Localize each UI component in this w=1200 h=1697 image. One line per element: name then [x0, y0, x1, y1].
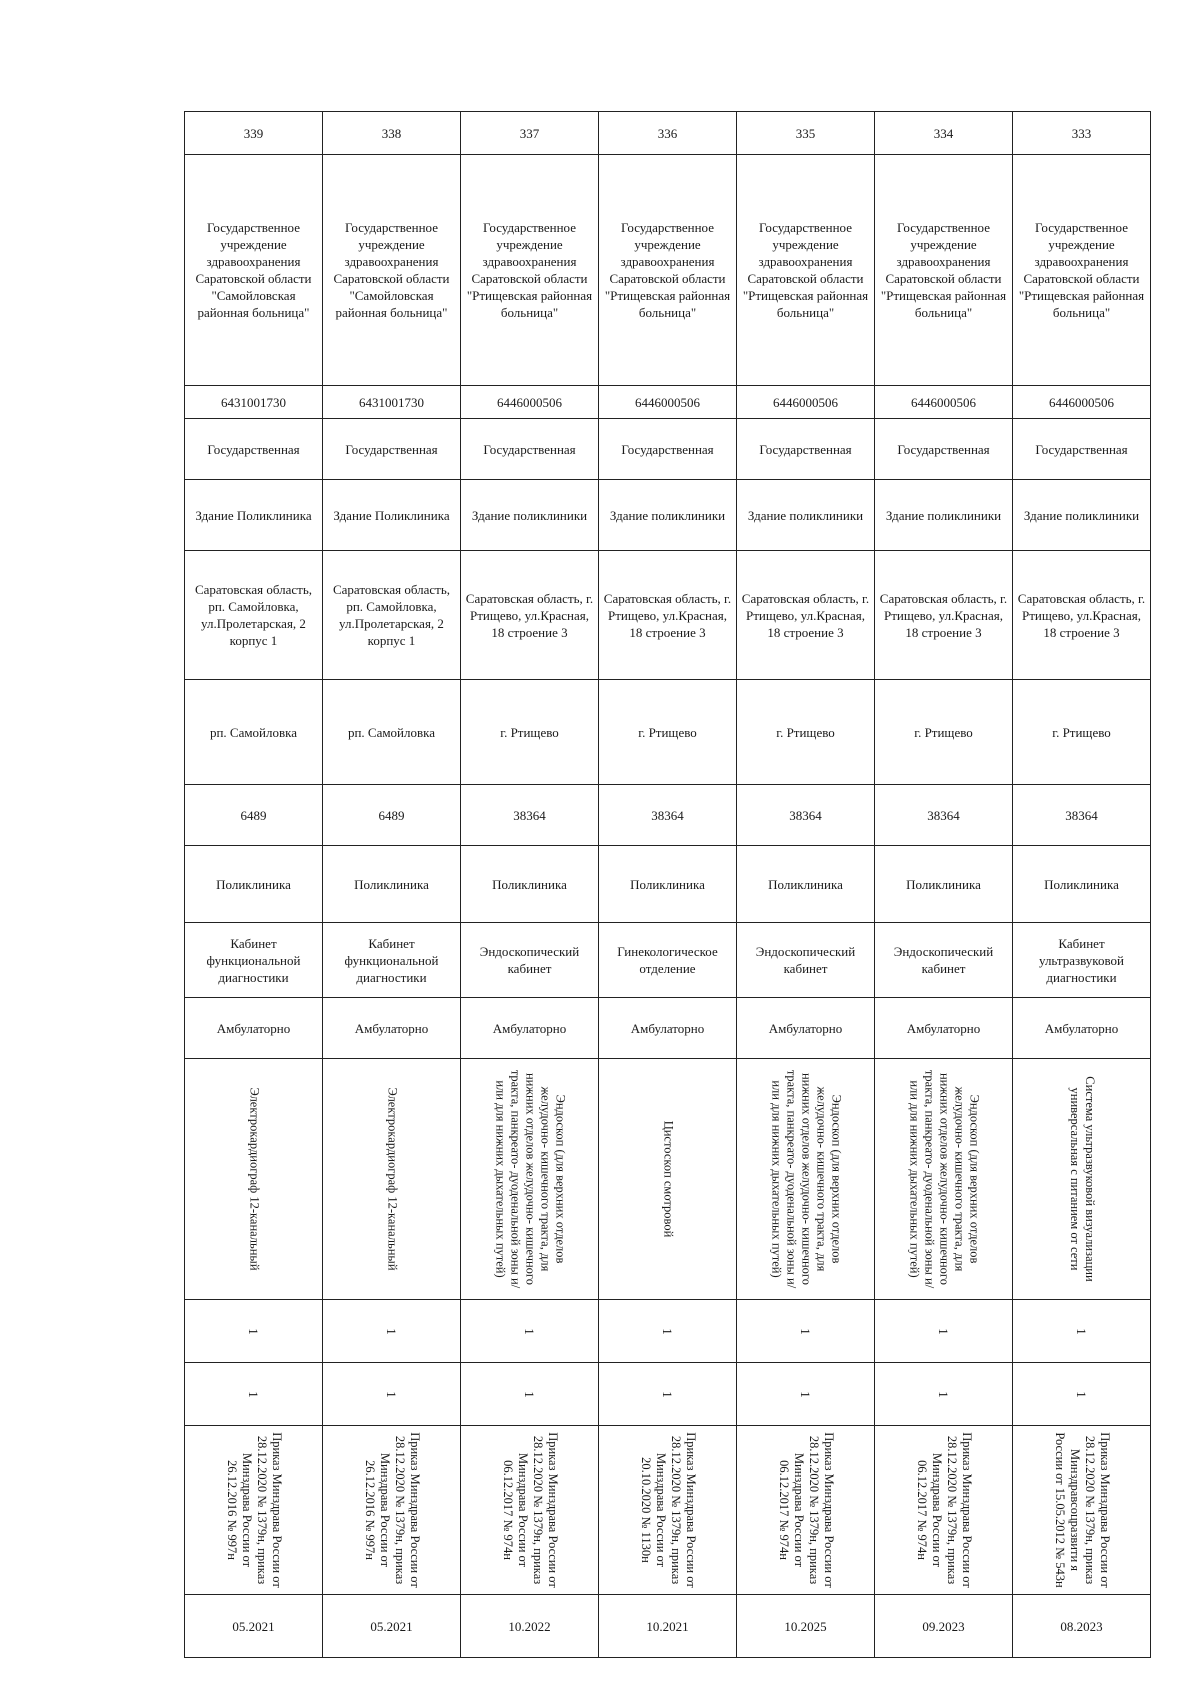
ownership-form-cell [875, 419, 1013, 480]
settlement-text: г. Ртищево [500, 724, 559, 740]
regulation-order-text: Приказ Минздрава России от 28.12.2020 № 1379н, приказ Минздравсоцразвити я России от 15.05.2012 № 543н [1052, 1432, 1112, 1588]
quantity-cell [599, 1300, 737, 1363]
ownership-form-text: Государственная [759, 441, 852, 457]
population-cell [461, 785, 599, 846]
quantity-required-cell [737, 1363, 875, 1426]
quantity-required-cell [875, 1363, 1013, 1426]
building-text: Здание Поликлиника [333, 507, 450, 523]
address-cell [599, 551, 737, 680]
quantity-value: 1 [798, 1390, 813, 1398]
building-cell [461, 480, 599, 551]
settlement-cell [323, 680, 461, 785]
care-conditions-cell [875, 998, 1013, 1059]
organization-name-text: Государственное учреждение здравоохранения Саратовской области "Самойловская районная больница" [333, 220, 450, 320]
quantity-required-cell [1013, 1363, 1151, 1426]
organization-name-cell [737, 155, 875, 386]
replacement-date-text: 10.2022 [508, 1618, 551, 1634]
table-row [185, 923, 1151, 998]
record-number-cell [185, 112, 323, 155]
record-number-cell [461, 112, 599, 155]
quantity-cell [875, 1300, 1013, 1363]
quantity-value: 1 [798, 1327, 813, 1335]
address-text: Саратовская область, рп. Самойловка, ул.Пролетарская, 2 корпус 1 [332, 582, 450, 648]
replacement-date-cell [185, 1595, 323, 1658]
ownership-form-text: Государственная [483, 441, 576, 457]
equipment-name-text: Электрокардиограф 12-канальный [247, 1087, 261, 1271]
record-number-cell [323, 112, 461, 155]
population-cell [323, 785, 461, 846]
equipment-name-text: Система ультразвуковой визуализации универсальная с питанием от сети [1067, 1076, 1097, 1282]
organization-name-cell [323, 155, 461, 386]
quantity-value: 1 [384, 1390, 399, 1398]
unit-text: Поликлиника [630, 876, 705, 892]
regulation-order-cell [599, 1426, 737, 1595]
regulation-order-text: Приказ Минздрава России от 28.12.2020 № 1379н, приказ Минздрава России от 06.12.2017 № 974н [776, 1432, 836, 1588]
quantity-required-cell [323, 1363, 461, 1426]
unit-text: Поликлиника [1044, 876, 1119, 892]
building-text: Здание поликлиники [1023, 507, 1140, 523]
building-text: Здание поликлиники [747, 507, 864, 523]
quantity-required-cell [185, 1363, 323, 1426]
regulation-order-text: Приказ Минздрава России от 28.12.2020 № 1379н, приказ Минздрава России от 06.12.2017 № 974н [500, 1432, 560, 1588]
unit-text: Поликлиника [768, 876, 843, 892]
settlement-cell [599, 680, 737, 785]
ownership-form-cell [1013, 419, 1151, 480]
inn-text: 6446000506 [911, 394, 976, 410]
care-conditions-cell [461, 998, 599, 1059]
replacement-date-text: 08.2023 [1060, 1618, 1103, 1634]
care-conditions-text: Амбулаторно [1044, 1020, 1119, 1036]
equipment-name-text: Цистоскоп смотровой [661, 1120, 675, 1238]
department-text: Кабинет функциональной диагностики [206, 935, 301, 985]
table-row [185, 846, 1151, 923]
inn-text: 6446000506 [635, 394, 700, 410]
quantity-cell [1013, 1300, 1151, 1363]
department-cell [737, 923, 875, 998]
organization-name-text: Государственное учреждение здравоохранения Саратовской области "Ртищевская районная больница" [1018, 220, 1145, 320]
department-text: Кабинет функциональной диагностики [344, 935, 439, 985]
regulation-order-cell [185, 1426, 323, 1595]
address-text: Саратовская область, г. Ртищево, ул.Красная, 18 строение 3 [741, 590, 870, 640]
quantity-value: 1 [246, 1390, 261, 1398]
quantity-cell [185, 1300, 323, 1363]
unit-cell [461, 846, 599, 923]
record-number-cell [875, 112, 1013, 155]
record-number-text: 338 [381, 125, 402, 141]
unit-cell [185, 846, 323, 923]
quantity-value: 1 [522, 1390, 537, 1398]
address-text: Саратовская область, г. Ртищево, ул.Красная, 18 строение 3 [879, 590, 1008, 640]
regulation-order-text: Приказ Минздрава России от 28.12.2020 № 1379н, приказ Минздрава России от 26.12.2016 № 997н [362, 1432, 422, 1588]
equipment-name-text: Электрокардиограф 12-канальный [385, 1087, 399, 1271]
address-text: Саратовская область, г. Ртищево, ул.Красная, 18 строение 3 [465, 590, 594, 640]
address-cell [1013, 551, 1151, 680]
replacement-date-cell [737, 1595, 875, 1658]
population-cell [599, 785, 737, 846]
department-cell [1013, 923, 1151, 998]
population-text: 38364 [651, 807, 684, 823]
quantity-value: 1 [936, 1327, 951, 1335]
table-row [185, 1300, 1151, 1363]
inn-text: 6446000506 [497, 394, 562, 410]
table-row [185, 1426, 1151, 1595]
record-number-text: 337 [519, 125, 540, 141]
care-conditions-cell [737, 998, 875, 1059]
building-text: Здание Поликлиника [195, 507, 312, 523]
ownership-form-text: Государственная [897, 441, 990, 457]
care-conditions-cell [323, 998, 461, 1059]
organization-name-text: Государственное учреждение здравоохранения Саратовской области "Ртищевская районная больница" [742, 220, 869, 320]
settlement-text: г. Ртищево [1052, 724, 1111, 740]
table-row [185, 112, 1151, 155]
population-text: 6489 [378, 807, 405, 823]
settlement-text: рп. Самойловка [209, 724, 298, 740]
population-cell [185, 785, 323, 846]
department-cell [875, 923, 1013, 998]
address-cell [461, 551, 599, 680]
address-cell [323, 551, 461, 680]
department-cell [323, 923, 461, 998]
population-text: 38364 [927, 807, 960, 823]
quantity-value: 1 [660, 1390, 675, 1398]
organization-name-cell [1013, 155, 1151, 386]
settlement-text: г. Ртищево [638, 724, 697, 740]
address-cell [737, 551, 875, 680]
population-cell [737, 785, 875, 846]
regulation-order-text: Приказ Минздрава России от 28.12.2020 № 1379н, приказ Минздрава России от 06.12.2017 № 974н [914, 1432, 974, 1588]
building-text: Здание поликлиники [885, 507, 1002, 523]
care-conditions-text: Амбулаторно [492, 1020, 567, 1036]
settlement-cell [875, 680, 1013, 785]
table-row [185, 386, 1151, 419]
ownership-form-text: Государственная [1035, 441, 1128, 457]
table-row [185, 1059, 1151, 1300]
replacement-date-cell [461, 1595, 599, 1658]
table-row [185, 155, 1151, 386]
replacement-date-text: 05.2021 [232, 1618, 275, 1634]
quantity-cell [323, 1300, 461, 1363]
inn-cell [599, 386, 737, 419]
record-number-text: 339 [243, 125, 264, 141]
unit-text: Поликлиника [216, 876, 291, 892]
care-conditions-text: Амбулаторно [216, 1020, 291, 1036]
settlement-text: рп. Самойловка [347, 724, 436, 740]
department-text: Гинекологическое отделение [617, 944, 718, 976]
organization-name-cell [461, 155, 599, 386]
ownership-form-cell [461, 419, 599, 480]
building-cell [875, 480, 1013, 551]
quantity-value: 1 [1074, 1390, 1089, 1398]
settlement-cell [737, 680, 875, 785]
building-cell [1013, 480, 1151, 551]
care-conditions-text: Амбулаторно [354, 1020, 429, 1036]
record-number-text: 334 [933, 125, 954, 141]
ownership-form-cell [737, 419, 875, 480]
table-row [185, 680, 1151, 785]
department-text: Эндоскопический кабинет [479, 944, 580, 976]
department-text: Эндоскопический кабинет [755, 944, 856, 976]
unit-cell [875, 846, 1013, 923]
record-number-cell [1013, 112, 1151, 155]
address-cell [875, 551, 1013, 680]
quantity-value: 1 [1074, 1327, 1089, 1335]
care-conditions-text: Амбулаторно [630, 1020, 705, 1036]
population-cell [1013, 785, 1151, 846]
organization-name-text: Государственное учреждение здравоохранения Саратовской области "Ртищевская районная больница" [604, 220, 731, 320]
table-row [185, 551, 1151, 680]
ownership-form-cell [185, 419, 323, 480]
quantity-value: 1 [660, 1327, 675, 1335]
inn-text: 6446000506 [773, 394, 838, 410]
replacement-date-text: 05.2021 [370, 1618, 413, 1634]
table-row [185, 419, 1151, 480]
unit-cell [323, 846, 461, 923]
address-text: Саратовская область, рп. Самойловка, ул.Пролетарская, 2 корпус 1 [194, 582, 312, 648]
care-conditions-cell [599, 998, 737, 1059]
inn-text: 6431001730 [359, 394, 424, 410]
regulation-order-cell [1013, 1426, 1151, 1595]
unit-cell [737, 846, 875, 923]
equipment-name-cell [737, 1059, 875, 1300]
inn-text: 6446000506 [1049, 394, 1114, 410]
equipment-name-text: Эндоскоп (для верхних отделов желудочно- кишечного тракта, для нижних отделов желудочно- кишечного тракта, панкреато- дуоденальной зоны и/или для нижних дыхательных путей) [769, 1069, 843, 1289]
quantity-value: 1 [522, 1327, 537, 1335]
quantity-value: 1 [246, 1327, 261, 1335]
record-number-cell [737, 112, 875, 155]
replacement-date-cell [323, 1595, 461, 1658]
building-cell [599, 480, 737, 551]
inn-cell [1013, 386, 1151, 419]
record-number-text: 333 [1071, 125, 1092, 141]
equipment-name-cell [323, 1059, 461, 1300]
quantity-required-cell [461, 1363, 599, 1426]
table-row [185, 1363, 1151, 1426]
inn-text: 6431001730 [221, 394, 286, 410]
regulation-order-text: Приказ Минздрава России от 28.12.2020 № 1379н, приказ Минздрава России от 20.10.2020 № 1130н [638, 1432, 698, 1588]
address-text: Саратовская область, г. Ртищево, ул.Красная, 18 строение 3 [1017, 590, 1146, 640]
population-text: 38364 [789, 807, 822, 823]
replacement-date-text: 09.2023 [922, 1618, 965, 1634]
quantity-cell [461, 1300, 599, 1363]
table-row [185, 1595, 1151, 1658]
equipment-table [184, 111, 1151, 1658]
table-row [185, 785, 1151, 846]
population-text: 38364 [1065, 807, 1098, 823]
organization-name-text: Государственное учреждение здравоохранения Саратовской области "Ртищевская районная больница" [880, 220, 1007, 320]
organization-name-text: Государственное учреждение здравоохранения Саратовской области "Самойловская районная больница" [195, 220, 312, 320]
organization-name-text: Государственное учреждение здравоохранения Саратовской области "Ртищевская районная больница" [466, 220, 593, 320]
regulation-order-cell [461, 1426, 599, 1595]
regulation-order-cell [875, 1426, 1013, 1595]
unit-cell [1013, 846, 1151, 923]
building-cell [737, 480, 875, 551]
building-text: Здание поликлиники [609, 507, 726, 523]
settlement-cell [185, 680, 323, 785]
unit-text: Поликлиника [906, 876, 981, 892]
regulation-order-cell [323, 1426, 461, 1595]
population-text: 38364 [513, 807, 546, 823]
ownership-form-text: Государственная [621, 441, 714, 457]
ownership-form-cell [599, 419, 737, 480]
settlement-cell [1013, 680, 1151, 785]
table-row [185, 480, 1151, 551]
equipment-name-cell [185, 1059, 323, 1300]
organization-name-cell [599, 155, 737, 386]
equipment-name-cell [599, 1059, 737, 1300]
equipment-name-cell [461, 1059, 599, 1300]
settlement-text: г. Ртищево [914, 724, 973, 740]
regulation-order-text: Приказ Минздрава России от 28.12.2020 № 1379н, приказ Минздрава России от 26.12.2016 № 997н [224, 1432, 284, 1588]
record-number-cell [599, 112, 737, 155]
inn-cell [737, 386, 875, 419]
quantity-value: 1 [936, 1390, 951, 1398]
care-conditions-text: Амбулаторно [768, 1020, 843, 1036]
ownership-form-cell [323, 419, 461, 480]
unit-cell [599, 846, 737, 923]
inn-cell [323, 386, 461, 419]
department-cell [599, 923, 737, 998]
department-text: Кабинет ультразвуковой диагностики [1039, 935, 1124, 985]
regulation-order-cell [737, 1426, 875, 1595]
replacement-date-cell [875, 1595, 1013, 1658]
replacement-date-text: 10.2025 [784, 1618, 827, 1634]
equipment-name-text: Эндоскоп (для верхних отделов желудочно- кишечного тракта, для нижних отделов желудочно- кишечного тракта, панкреато- дуоденальной зоны и/или для нижних дыхательных путей) [493, 1069, 567, 1289]
record-number-text: 335 [795, 125, 816, 141]
replacement-date-cell [599, 1595, 737, 1658]
quantity-required-cell [599, 1363, 737, 1426]
organization-name-cell [185, 155, 323, 386]
equipment-name-text: Эндоскоп (для верхних отделов желудочно- кишечного тракта, для нижних отделов желудочно- кишечного тракта, панкреато- дуоденальной зоны и/или для нижних дыхательных путей) [907, 1069, 981, 1289]
unit-text: Поликлиника [492, 876, 567, 892]
unit-text: Поликлиника [354, 876, 429, 892]
quantity-cell [737, 1300, 875, 1363]
ownership-form-text: Государственная [345, 441, 438, 457]
ownership-form-text: Государственная [207, 441, 300, 457]
care-conditions-cell [1013, 998, 1151, 1059]
replacement-date-text: 10.2021 [646, 1618, 689, 1634]
equipment-name-cell [875, 1059, 1013, 1300]
equipment-name-cell [1013, 1059, 1151, 1300]
department-cell [185, 923, 323, 998]
inn-cell [875, 386, 1013, 419]
population-cell [875, 785, 1013, 846]
address-text: Саратовская область, г. Ртищево, ул.Красная, 18 строение 3 [603, 590, 732, 640]
building-cell [323, 480, 461, 551]
settlement-cell [461, 680, 599, 785]
inn-cell [461, 386, 599, 419]
care-conditions-text: Амбулаторно [906, 1020, 981, 1036]
record-number-text: 336 [657, 125, 678, 141]
settlement-text: г. Ртищево [776, 724, 835, 740]
inn-cell [185, 386, 323, 419]
population-text: 6489 [240, 807, 267, 823]
organization-name-cell [875, 155, 1013, 386]
table-row [185, 998, 1151, 1059]
quantity-value: 1 [384, 1327, 399, 1335]
building-cell [185, 480, 323, 551]
replacement-date-cell [1013, 1595, 1151, 1658]
care-conditions-cell [185, 998, 323, 1059]
building-text: Здание поликлиники [471, 507, 588, 523]
department-text: Эндоскопический кабинет [893, 944, 994, 976]
address-cell [185, 551, 323, 680]
department-cell [461, 923, 599, 998]
